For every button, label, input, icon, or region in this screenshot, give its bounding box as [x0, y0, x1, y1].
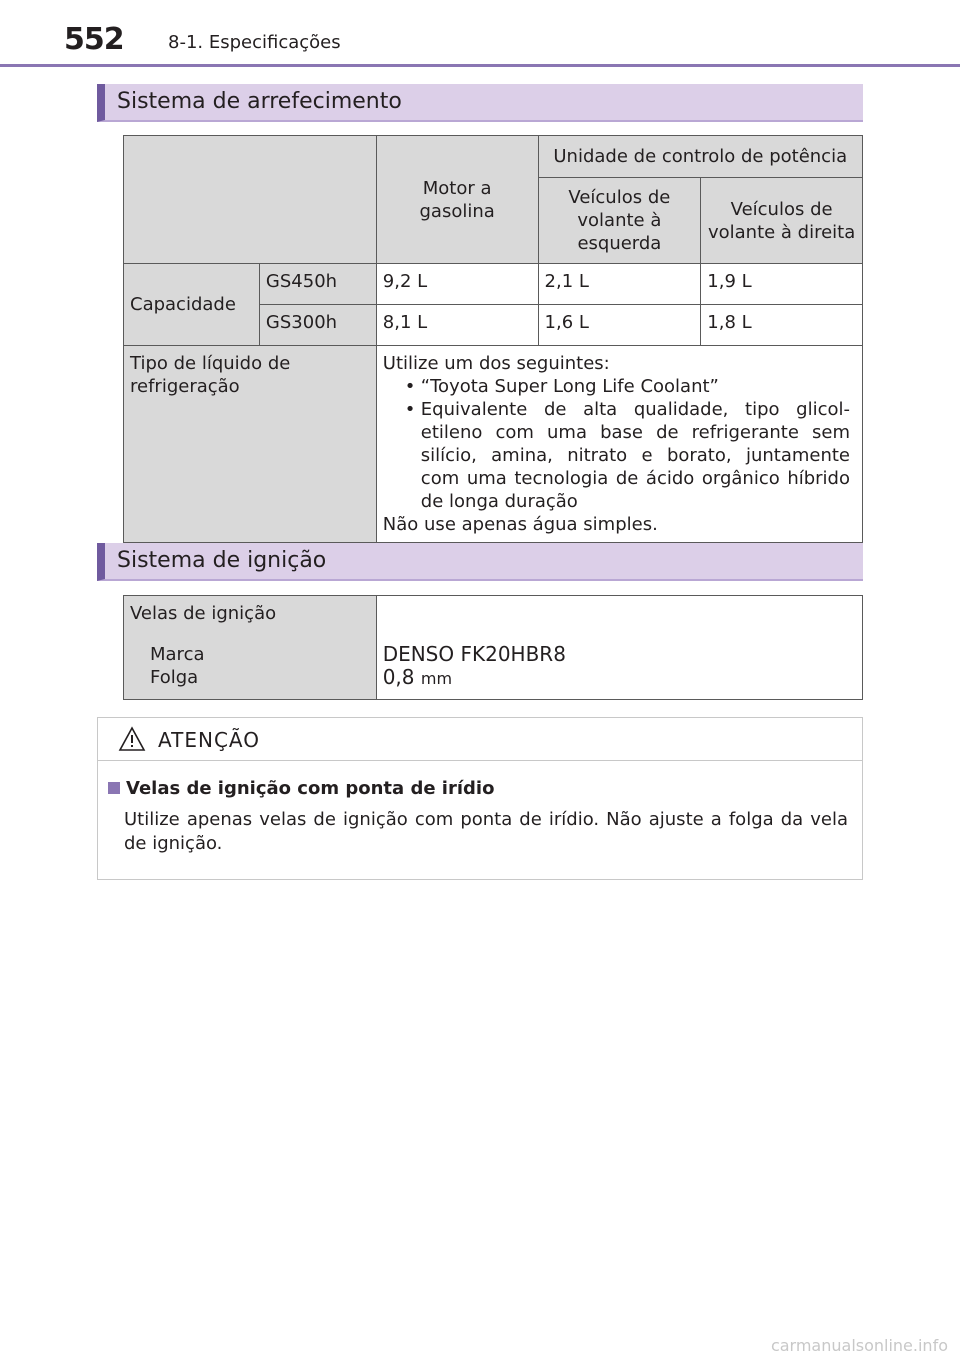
rhd-capacity-cell: 1,8 L: [701, 305, 863, 346]
chapter-title: 8-1. Especificações: [168, 32, 341, 53]
model-cell: GS450h: [259, 264, 376, 305]
section-ignition-title: Sistema de ignição: [117, 548, 327, 573]
coolant-list: [383, 375, 850, 513]
coolant-intro: Utilize um dos seguintes:: [382, 353, 610, 374]
engine-capacity-cell: 8,1 L: [376, 305, 538, 346]
page-number: 552: [64, 22, 124, 57]
caution-text: Utilize apenas velas de ignição com ponta de irídio. Não ajuste a folga da vela de ignição.: [124, 809, 848, 854]
cooling-table: [123, 135, 863, 543]
section-cooling-title: Sistema de arrefecimento: [117, 89, 402, 114]
rhd-capacity-cell: 1,9 L: [701, 264, 863, 305]
coolant-note: Não use apenas água simples.: [382, 514, 658, 535]
spark-plug-label-cell: [124, 596, 377, 700]
caution-title: ATENÇÃO: [158, 728, 260, 752]
ignition-table: [123, 595, 863, 700]
table-corner-cell: [124, 136, 377, 264]
caution-subtitle: Velas de ignição com ponta de irídio: [126, 778, 495, 799]
list-item: • Equivalente de alta qualidade, tipo glicol-etileno com uma base de refrigerante sem silício, amina, nitrato e borato, juntamente com uma tecnologia de ácido orgânico híbrido de longa duração: [383, 398, 850, 513]
col-header-rhd: Veículos de volante à direita: [701, 178, 863, 264]
engine-capacity-cell: 9,2 L: [376, 264, 538, 305]
gap-value-line: [383, 666, 856, 690]
row-label-coolant-type: Tipo de líquido de refrigeração: [124, 346, 377, 543]
warning-icon: [118, 726, 146, 756]
lhd-capacity-cell: 2,1 L: [538, 264, 701, 305]
caution-subtitle-line: [108, 778, 494, 799]
bullet-square-icon: [108, 782, 120, 794]
gap-label: Folga: [150, 667, 199, 688]
watermark: carmanualsonline.info: [770, 1336, 948, 1355]
brand-label: Marca: [150, 644, 205, 665]
caution-header: [98, 718, 862, 761]
section-cooling-heading: [97, 84, 863, 122]
spark-plug-value-cell: [376, 596, 862, 700]
gap-value: 0,8: [382, 665, 415, 689]
col-header-lhd: Veículos de volante à esquerda: [538, 178, 701, 264]
list-item: • “Toyota Super Long Life Coolant”: [383, 375, 850, 398]
col-header-pcu: Unidade de controlo de potência: [538, 136, 862, 178]
brand-value: DENSO FK20HBR8: [382, 642, 566, 666]
header-divider: [0, 64, 960, 67]
lhd-capacity-cell: 1,6 L: [538, 305, 701, 346]
col-header-engine: Motor a gasolina: [376, 136, 538, 264]
section-ignition-heading: [97, 543, 863, 581]
caution-box: [97, 717, 863, 880]
page-header: [0, 0, 960, 66]
spark-plug-label: Velas de ignição: [130, 603, 277, 624]
gap-unit: mm: [420, 669, 453, 688]
model-cell: GS300h: [259, 305, 376, 346]
row-label-capacity: Capacidade: [124, 264, 260, 346]
coolant-type-cell: [376, 346, 862, 543]
